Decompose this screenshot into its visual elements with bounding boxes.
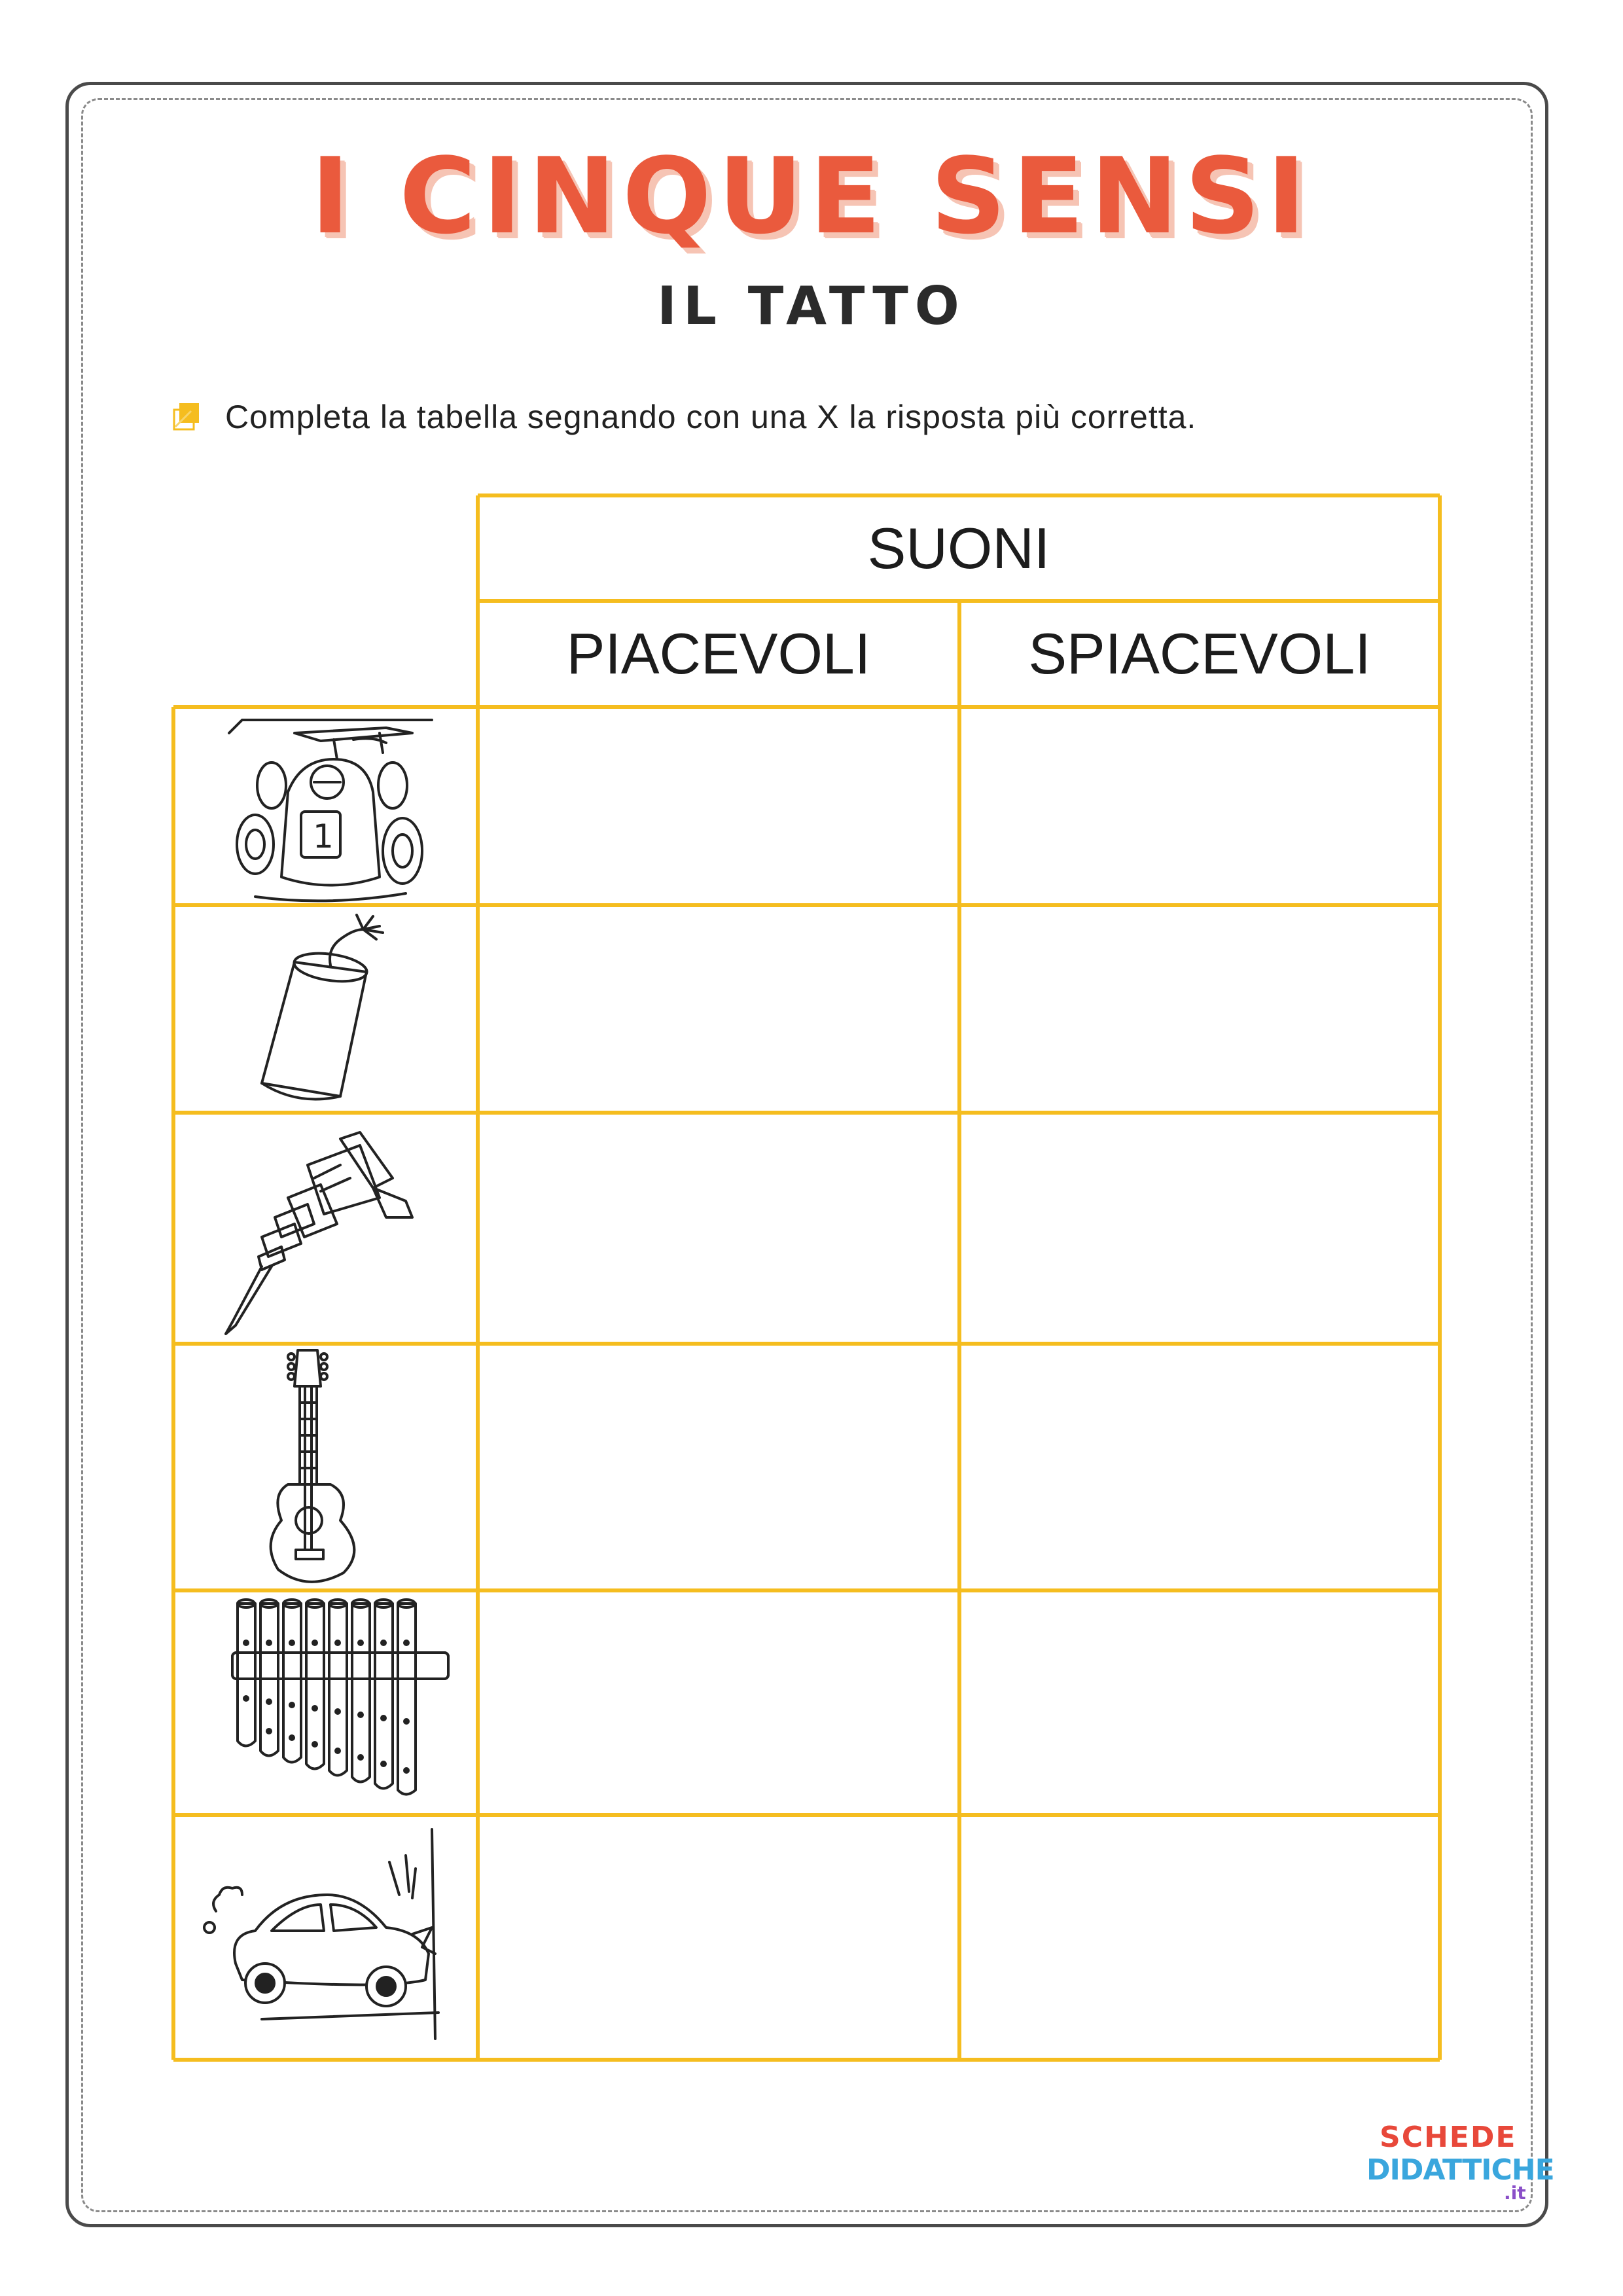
answer-cell-pan-flute-spiacevoli[interactable] bbox=[961, 1592, 1438, 1813]
instruction-text: Completa la tabella segnando con una X la risposta più corretta. bbox=[225, 399, 1197, 435]
answer-cell-jackhammer-spiacevoli[interactable] bbox=[961, 1115, 1438, 1342]
logo-line2: DIDATTICHE bbox=[1366, 2153, 1554, 2187]
svg-text:1: 1 bbox=[313, 817, 334, 855]
table-group-header: SUONI bbox=[867, 515, 1050, 581]
answer-cell-firecracker-spiacevoli[interactable] bbox=[961, 907, 1438, 1111]
pan-flute-icon bbox=[219, 1590, 455, 1800]
race-car-icon bbox=[216, 713, 438, 903]
guitar-icon bbox=[262, 1347, 406, 1589]
answer-cell-guitar-piacevoli[interactable] bbox=[480, 1346, 957, 1588]
jackhammer-icon bbox=[209, 1126, 432, 1335]
page-title: I CINQUE SENSI bbox=[310, 135, 1313, 257]
logo-line1: SCHEDE bbox=[1380, 2121, 1517, 2154]
column-header-spiacevoli: SPIACEVOLI bbox=[1028, 621, 1371, 686]
answer-cell-pan-flute-piacevoli[interactable] bbox=[480, 1592, 957, 1813]
answer-cell-race-car-piacevoli[interactable] bbox=[480, 709, 957, 903]
answer-cell-jackhammer-piacevoli[interactable] bbox=[480, 1115, 957, 1342]
answer-cell-firecracker-piacevoli[interactable] bbox=[480, 907, 957, 1111]
firecracker-icon bbox=[249, 910, 406, 1106]
column-header-piacevoli: PIACEVOLI bbox=[566, 621, 871, 686]
answer-cell-car-crash-spiacevoli[interactable] bbox=[961, 1817, 1438, 2058]
answer-cell-car-crash-piacevoli[interactable] bbox=[480, 1817, 957, 2058]
logo-suffix: .it bbox=[1504, 2182, 1526, 2204]
car-crash-icon bbox=[190, 1823, 465, 2045]
page-subtitle: IL TATTO bbox=[657, 276, 966, 336]
answer-cell-guitar-spiacevoli[interactable] bbox=[961, 1346, 1438, 1588]
logo bbox=[1366, 2113, 1554, 2204]
answer-cell-race-car-spiacevoli[interactable] bbox=[961, 709, 1438, 903]
